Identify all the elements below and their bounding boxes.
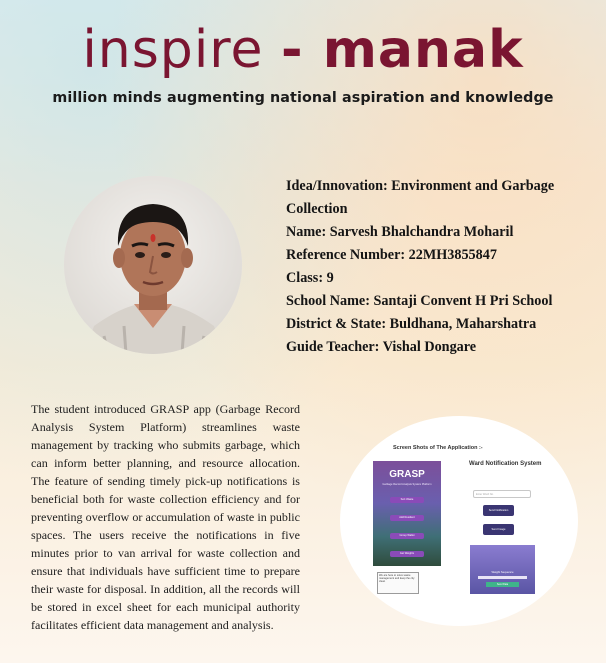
- guide-teacher: Guide Teacher: Vishal Dongare: [286, 339, 477, 355]
- student-portrait-icon: [64, 176, 242, 354]
- app-subtitle: Garbage Record Analysis System Platform: [382, 483, 432, 486]
- ward-button-send-notification: Send Notification: [483, 505, 514, 516]
- ward-button-send-image: Send Image: [483, 524, 514, 535]
- logo-word-manak: - manak: [281, 20, 524, 80]
- class: Class: 9: [286, 270, 334, 286]
- ward-title: Ward Notification System: [469, 461, 542, 467]
- logo-word-inspire: inspire: [82, 20, 264, 80]
- app-button-get-weights: Get Weights: [390, 551, 424, 557]
- grasp-app-screen: [373, 461, 441, 566]
- ward-input: Enter Ward No.: [473, 490, 531, 498]
- app-note: We are here to solve waste management and keep the city clean: [377, 572, 419, 594]
- school-name: School Name: Santaji Convent H Pri School: [286, 293, 553, 309]
- app-name: GRASP: [389, 469, 425, 480]
- reference-number: Reference Number: 22MH3855847: [286, 247, 497, 263]
- idea-innovation: Idea/Innovation: Environment and Garbage Collection: [286, 178, 555, 217]
- app-button-add-resident: Add Resident: [390, 515, 424, 521]
- screenshot-title: Screen Shots of The Application :-: [393, 445, 483, 451]
- ward-card-title: Weight Sequence: [491, 570, 514, 574]
- ward-card-button: Send Data: [486, 582, 519, 587]
- student-photo: [64, 176, 242, 354]
- ward-weight-card: [470, 545, 535, 594]
- application-screenshot: [340, 416, 578, 626]
- student-info: [286, 175, 591, 359]
- student-name: Name: Sarvesh Bhalchandra Moharil: [286, 224, 514, 240]
- ward-card-bar: [478, 576, 527, 579]
- tagline: million minds augmenting national aspiration and knowledge: [52, 90, 554, 106]
- district-state: District & State: Buldhana, Maharshatra: [286, 316, 537, 332]
- app-button-sort-waste: Sort Waste: [390, 497, 424, 503]
- project-description: The student introduced GRASP app (Garbage Record Analysis System Platform) streamlines waste management by tracking who submits garbage, which can inform better planning, and resource allocation. The feature of sending timely pick-up notifications is beneficial both for waste collection efficiency and for preventing overflow or accumulation of waste in public spaces. The users receive the notifications in five minutes prior to van arrival for waste collection and ensure that individuals have sufficient time to prepare their waste for disposal. In addition, all the records will be stored in excel sheet for each municipal authority facilitates efficient data management and analysis.: [31, 402, 300, 632]
- inspire-manak-logo: [0, 14, 606, 86]
- app-button-group-wallet: Group Wallet: [390, 533, 424, 539]
